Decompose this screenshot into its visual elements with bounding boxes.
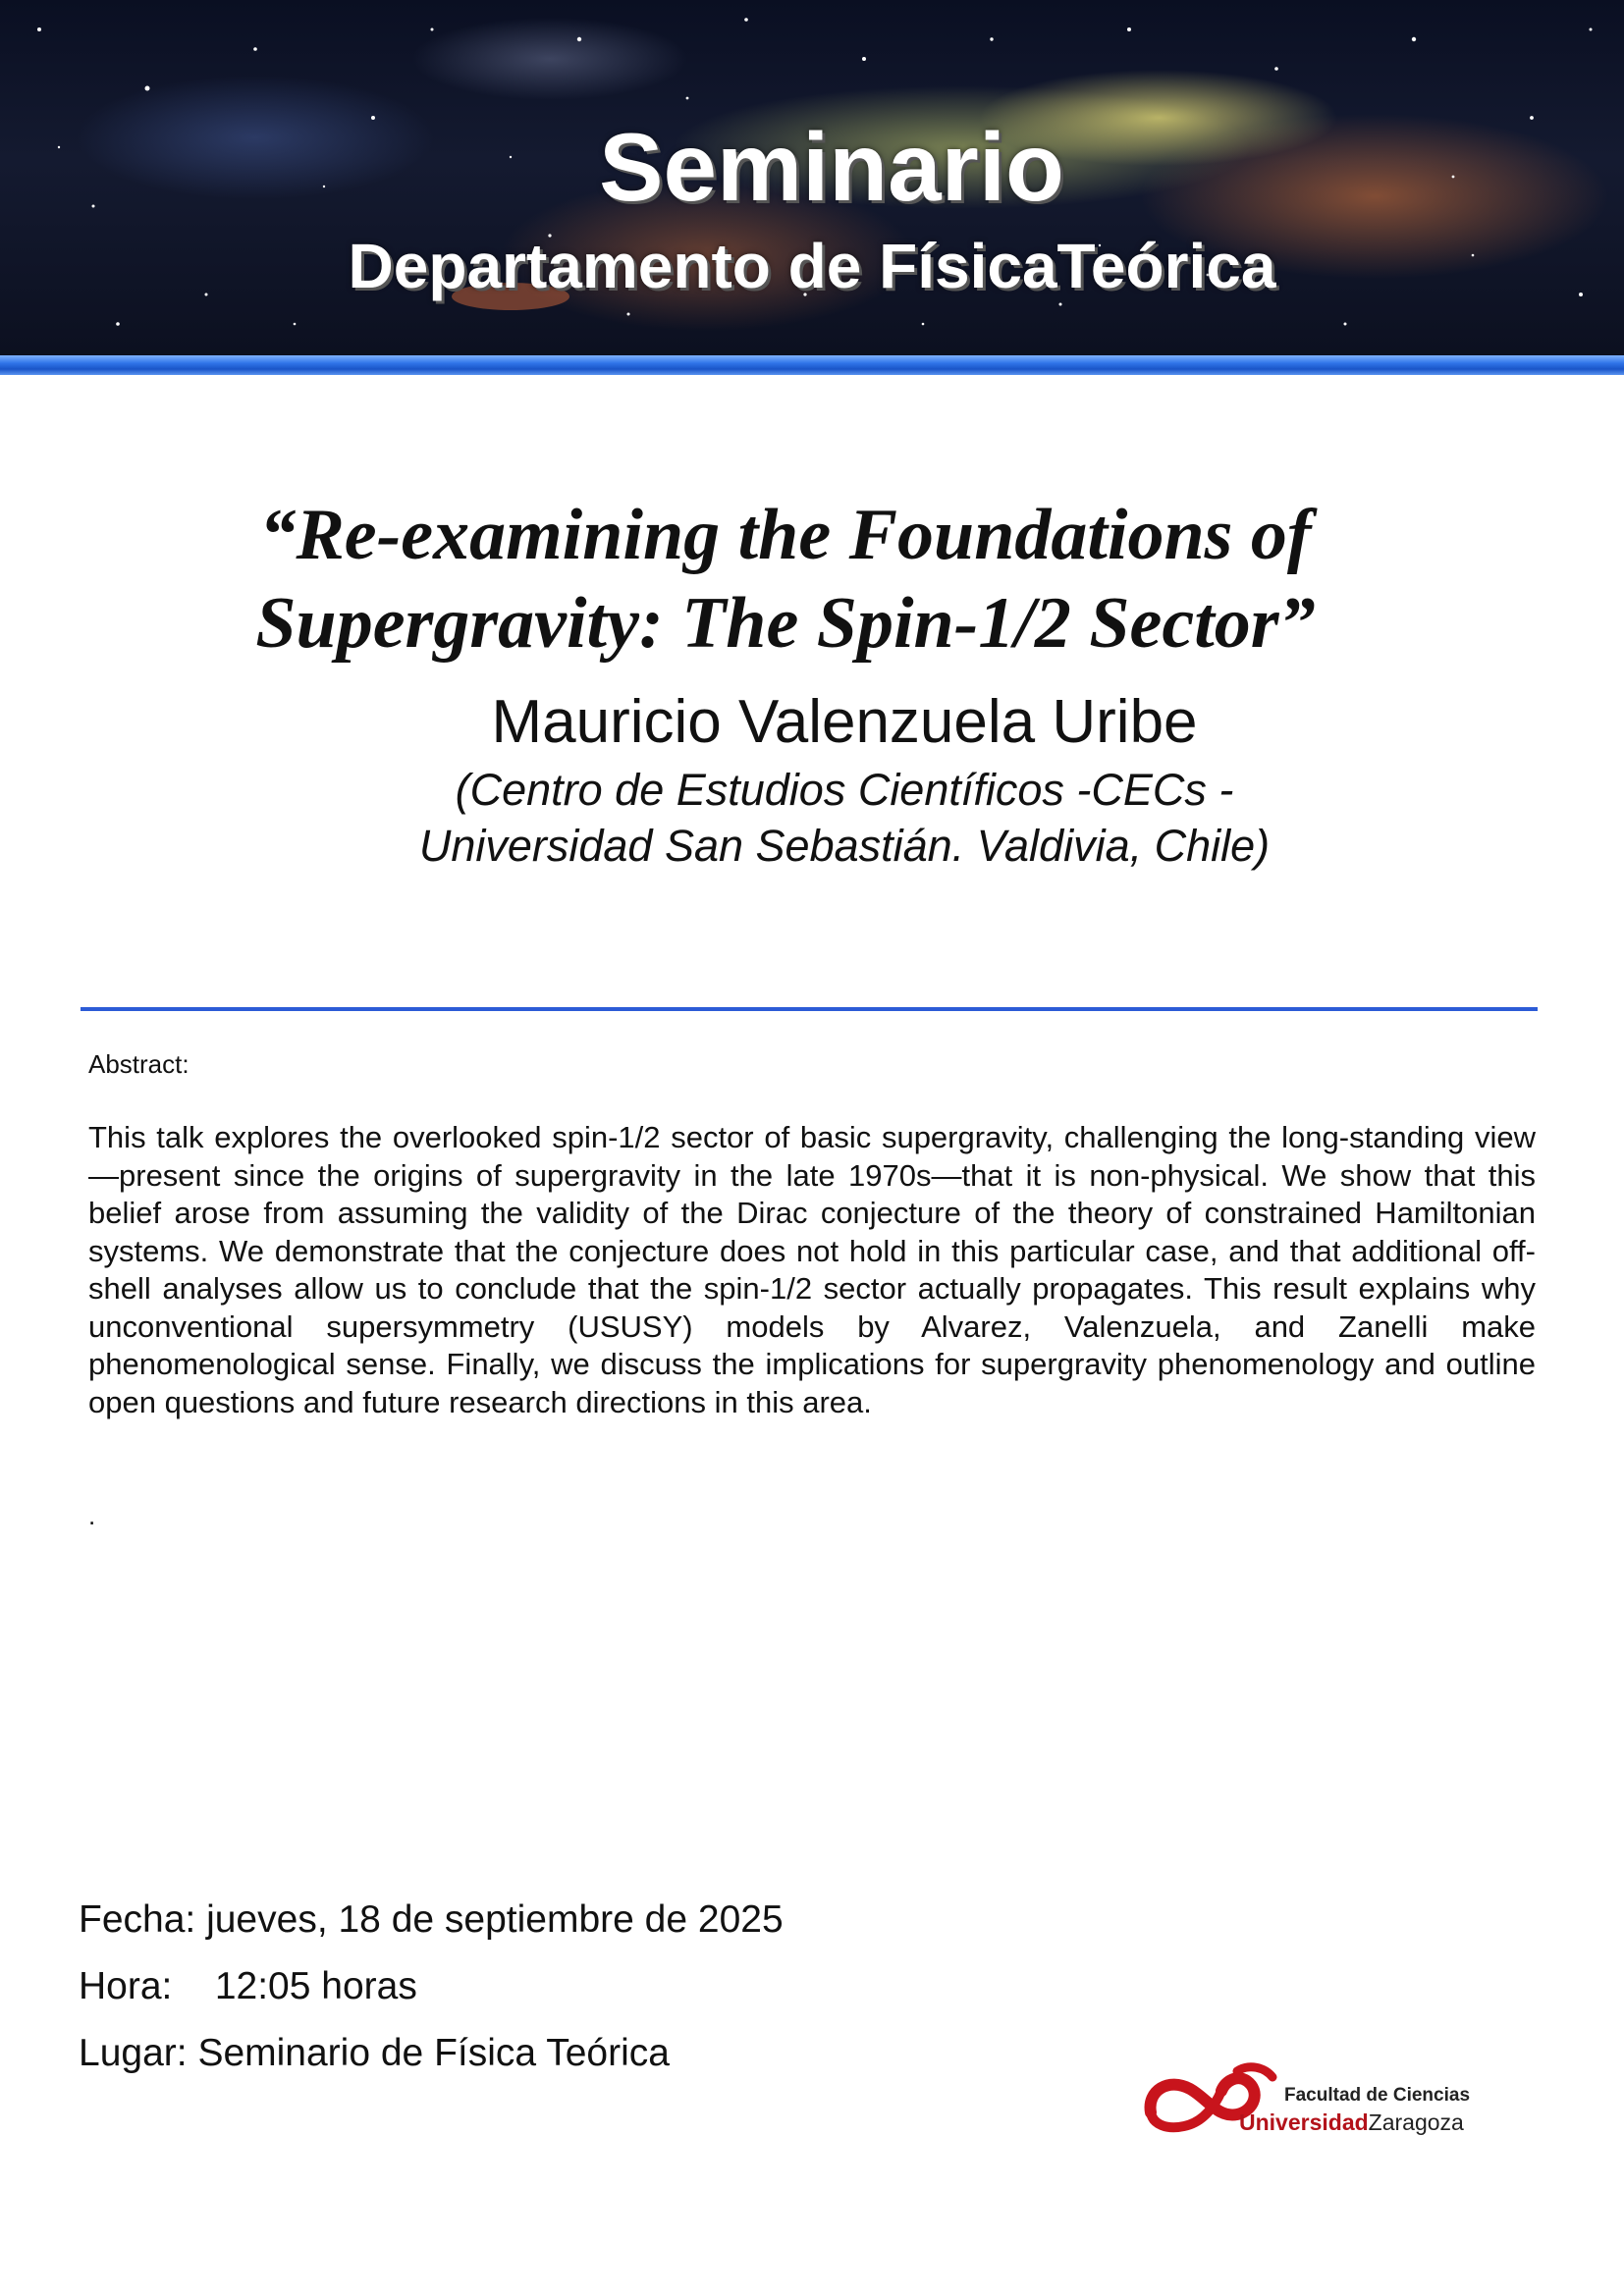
talk-title-line-2: Supergravity: The Spin-1/2 Sector” [255,583,1316,664]
event-details [79,1896,784,2097]
lugar-value: Seminario de Física Teórica [197,2032,670,2074]
abstract-text: This talk explores the overlooked spin-1/2 sector of basic supergravity, challenging the long-standing view—present since the origins of supergravity in the late 1970s—that it is non-physical. We show that this belief arose from assuming the validity of the Dirac conjecture of the theory of constrained Hamiltonian systems. We demonstrate that the conjecture does not hold in this particular case, and that additional off-shell analyses allow us to conclude that the spin-1/2 sector actually propagates. This result explains why unconventional supersymmetry (USUSY) models by Alvarez, Valenzuela, and Zanelli make phenomenological sense. Finally, we discuss the implications for supergravity phenomenology and outline open questions and future research directions in this area. [88,1120,1536,1419]
lugar-label: Lugar: [79,2032,188,2074]
banner-underline [0,355,1624,375]
affiliation-line-2: Universidad San Sebastián. Valdivia, Chile) [418,821,1271,871]
fecha-label: Fecha: [79,1898,196,1941]
banner-subtitle: Departamento de FísicaTeórica [348,231,1276,301]
detail-row-hora [79,1963,784,2030]
hora-label: Hora: [79,1965,173,2007]
affiliation-line-1: (Centro de Estudios Científicos -CECs - [455,765,1234,815]
logo-university-city: Zaragoza [1368,2109,1464,2135]
logo-university-text [1239,2109,1464,2136]
banner-title: Seminario [599,113,1064,221]
speaker-name: Mauricio Valenzuela Uribe [491,688,1198,756]
detail-row-fecha [79,1896,784,1963]
abstract-label: Abstract: [88,1049,189,1079]
logo-faculty-text: Facultad de Ciencias [1284,2085,1471,2106]
logo-university-bold: Universidad [1239,2109,1369,2135]
section-divider [81,1007,1538,1011]
talk-title-line-1: “Re-examining the Foundations of [259,495,1312,575]
abstract-trailing-dot: . [88,1501,96,1530]
university-logo [1139,2042,1551,2150]
detail-row-lugar [79,2030,784,2097]
talk-title [177,491,1394,667]
header-banner [0,0,1624,355]
speaker-affiliation [245,762,1443,874]
fecha-value: jueves, 18 de septiembre de 2025 [206,1898,784,1941]
hora-value: 12:05 horas [214,1965,417,2007]
